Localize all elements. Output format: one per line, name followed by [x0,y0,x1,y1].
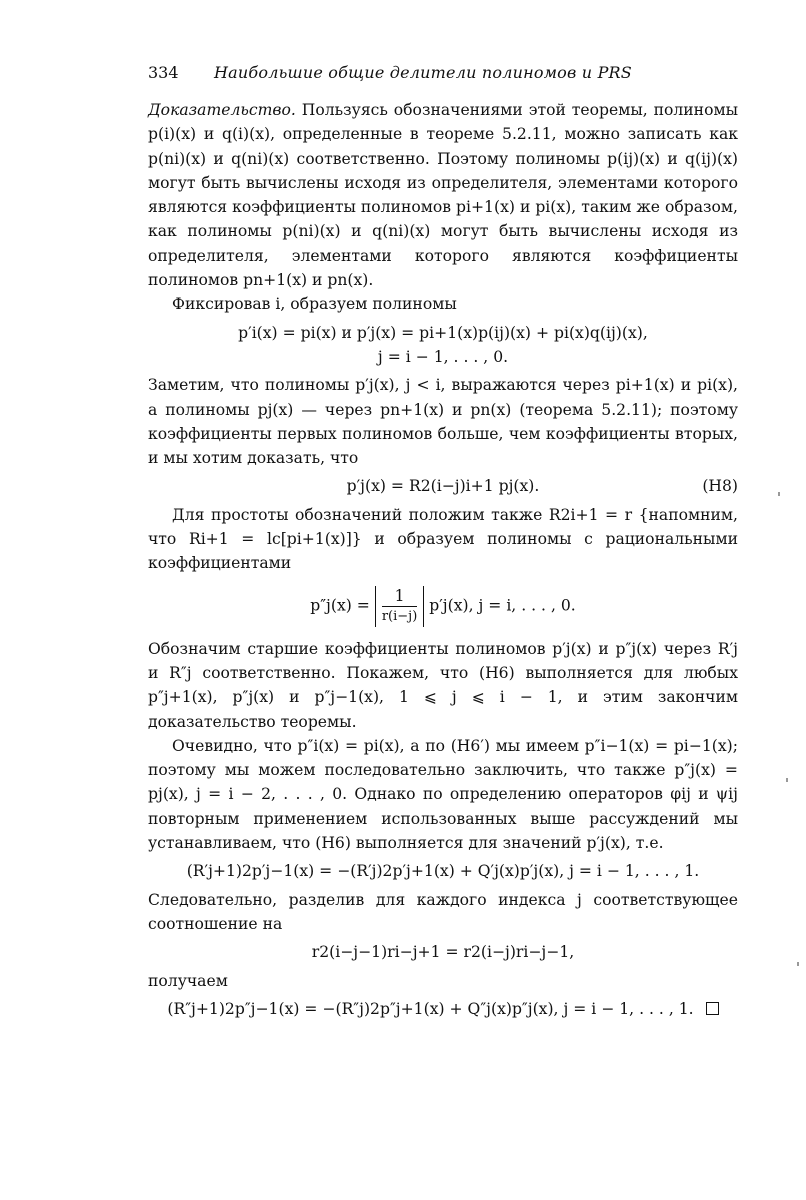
equation-1 [148,321,738,370]
equation-h6-prime: (R′j+1)2p′j−1(x) = −(R′j)2p′j+1(x) + Q′j(x)p′j(x), j = i − 1, . . . , 1. [186,862,700,881]
proof-label: Доказательство. [148,101,296,119]
qed-square-icon [706,1002,719,1015]
paragraph-simplify: Для простоты обозначений положим также R2i+1 = r {напомним, что Ri+1 = lc[pi+1(x)]} и образуем полиномы с рациональными коэффициентами [148,505,738,573]
equation-h8 [148,474,738,498]
running-header [148,62,738,84]
paragraph-fix-i: Фиксировав i, образуем полиномы [172,295,457,314]
equation-final [148,997,738,1021]
equation-rational [148,586,738,627]
paragraph-note: Заметим, что полиномы p′j(x), j < i, выражаются через pi+1(x) и pi(x), а полиномы pj(x) — через pn+1(x) и pn(x) (теорема 5.2.11); поэтому коэффициенты первых полиномов больше, чем коэффициенты вторых, и мы хотим доказать, что [148,376,738,468]
paragraph-leading-coeffs: Обозначим старшие коэффициенты полиномов p′j(x) и p″j(x) через R′j и R″j соответственно. Покажем, что (H6) выполняется для любых p″j+1(x), p″j(x) и p″j−1(x), 1 ⩽ j ⩽ i − 1, и этим закончим доказательство теоремы. [148,639,738,731]
equation-1-line-2: j = i − 1, . . . , 0. [377,347,509,366]
fraction-bracket [375,586,424,627]
proof-intro-text: Пользуясь обозначениями этой теоремы, полиномы p(i)(x) и q(i)(x), определенные в теореме 5.2.11, можно записать как p(ni)(x) и q(ni)(x) соответственно. Поэтому полиномы p(ij)(x) и q(ij)(x) могут быть вычислены исходя из определителя, элементами которого являются коэффициенты полиномов pi+1(x) и pi(x), таким же образом, как полиномы p(ni)(x) и q(ni)(x) могут быть вычислены исходя из определителя, элементами которого являются коэффициенты полиномов pn+1(x) и pn(x). [148,101,738,290]
scan-speck [786,778,788,782]
running-title: Наибольшие общие делители полиномов и PRS [214,63,632,82]
equation-final-body: (R″j+1)2p″j−1(x) = −(R″j)2p″j+1(x) + Q″j(x)p″j(x), j = i − 1, . . . , 1. [167,999,694,1018]
paragraph-therefore: Следовательно, разделив для каждого индекса j соответствующее соотношение на [148,890,738,933]
fraction-numerator: 1 [382,586,417,607]
equation-rational-right: p′j(x), j = i, . . . , 0. [429,596,576,615]
paragraph-proof-intro [148,98,738,292]
fraction-denominator: r(i−j) [381,608,418,624]
equation-h8-body: p′j(x) = R2(i−j)i+1 pj(x). [346,477,540,496]
equation-1-line-1: p′i(x) = pi(x) и p′j(x) = pi+1(x)p(ij)(x) + pi(x)q(ij)(x), [238,323,648,342]
paragraph-obtain: получаем [148,971,228,990]
scan-speck [778,492,780,496]
equation-h8-label: (H8) [702,477,738,496]
equation-ratio: r2(i−j−1)ri−j+1 = r2(i−j)ri−j−1, [311,943,575,962]
scan-speck [797,962,799,966]
page-content [148,62,738,1025]
equation-rational-left: p″j(x) = [310,596,370,615]
page-number: 334 [148,63,179,82]
paragraph-obvious: Очевидно, что p″i(x) = pi(x), а по (H6′) мы имеем p″i−1(x) = pi−1(x); поэтому мы можем последовательно заключить, что также p″j(x) = pj(x), j = i − 2, . . . , 0. Однако по определению операторов φij и ψij повторным применением использованных выше рассуждений мы устанавливаем, что (H6) выполняется для значений p′j(x), т.е. [148,736,738,853]
